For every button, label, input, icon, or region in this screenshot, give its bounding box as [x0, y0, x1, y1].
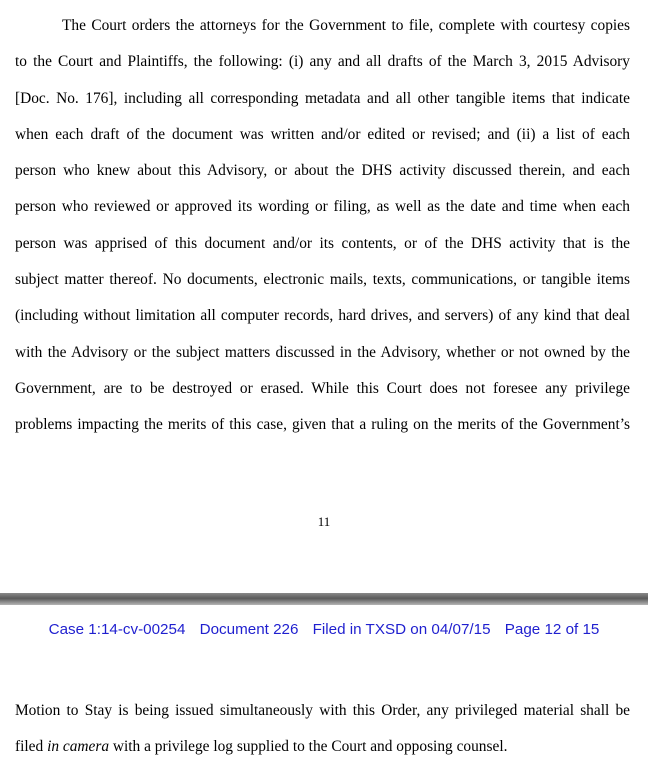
paragraph-line: subject matter thereof. No documents, electronic mails, texts, communications, or tangible items — [15, 271, 630, 289]
paragraph-line: to the Court and Plaintiffs, the following: (i) any and all drafts of the March 3, 2015 Advisory — [15, 53, 630, 71]
text-run: filed — [15, 738, 48, 756]
paragraph-line: The Court orders the attorneys for the Government to file, complete with courtesy copies — [62, 17, 630, 34]
case-number: Case 1:14-cv-00254 — [48, 621, 186, 638]
page-number: 11 — [317, 514, 331, 529]
case-header — [0, 621, 648, 638]
continuation-paragraph — [15, 693, 630, 766]
paragraph-line: with the Advisory or the subject matters discussed in the Advisory, whether or not owned by the — [15, 343, 630, 361]
italic-term: in camera — [47, 738, 110, 756]
page-divider — [0, 593, 648, 605]
text-run: with a privilege log supplied to the Court and opposing counsel. — [109, 738, 508, 756]
paragraph-line: person who reviewed or approved its wording or filing, as well as the date and time when each — [15, 198, 630, 216]
paragraph-line: Government, are to be destroyed or erased. While this Court does not foresee any privilege — [15, 379, 630, 397]
paragraph-line: person was apprised of this document and/or its contents, or of the DHS activity that is the — [15, 234, 630, 252]
paragraph-line: when each draft of the document was written and/or edited or revised; and (ii) a list of each — [15, 125, 630, 143]
paragraph-line — [15, 729, 630, 765]
page-count: Page 12 of 15 — [504, 621, 600, 638]
document-number: Document 226 — [199, 621, 299, 638]
filed-date: Filed in TXSD on 04/07/15 — [312, 621, 491, 638]
paragraph-line: person who knew about this Advisory, or about the DHS activity discussed therein, and each — [15, 162, 630, 180]
order-paragraph — [15, 8, 630, 444]
paragraph-line: [Doc. No. 176], including all corresponding metadata and all other tangible items that indicate — [15, 89, 630, 107]
paragraph-line: problems impacting the merits of this case, given that a ruling on the merits of the Government’s — [15, 416, 630, 434]
paragraph-line: (including without limitation all computer records, hard drives, and servers) of any kind that deal — [15, 307, 630, 325]
paragraph-line: Motion to Stay is being issued simultaneously with this Order, any privileged material shall be — [15, 702, 630, 719]
